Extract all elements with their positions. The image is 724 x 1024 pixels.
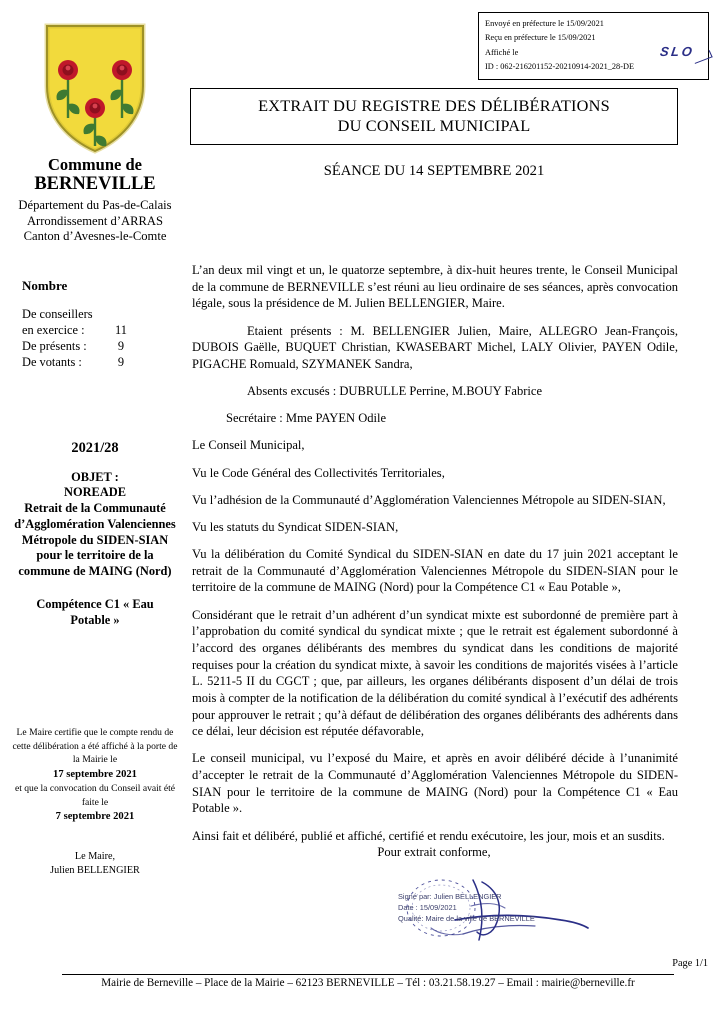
certification-posting-date: 17 septembre 2021 <box>53 769 137 781</box>
objet-title: NOREADE <box>64 485 126 500</box>
certification-block <box>0 726 190 824</box>
paragraph-present-members: Etaient présents : M. BELLENGIER Julien, Maire, ALLEGRO Jean-François, DUBOIS Gaëlle, BUQUET Christian, KWASEBART Michel, LALY Olivier, PAYEN Odile, PIGACHE Romuald, SZYMANEK Sandra, <box>192 323 678 371</box>
stamp-id-line: ID : 062-216201152-20210914-2021_28-DE <box>485 61 635 71</box>
deliberation-number: 2021/28 <box>71 439 119 456</box>
session-date: SÉANCE DU 14 SEPTEMBRE 2021 <box>323 163 545 179</box>
nombre-value <box>110 306 132 322</box>
paragraph-vu-deliberation: Vu la délibération du Comité Syndical du SIDEN-SIAN en date du 17 juin 2021 acceptant le retrait de la Communauté d’Agglomération Valenciennes Métropole du SIDEN-SIAN pour le territoire de la commune de MAING (Nord) pour la Compétence C1 « Eau Potable », <box>192 547 678 595</box>
nombre-value: 9 <box>117 355 125 370</box>
page-number: Page 1/1 <box>672 958 708 969</box>
objet-body: Retrait de la Communauté d’Agglomération Valenciennes Métropole du SIDEN-SIAN pour le territoire de la commune de MAING (Nord) <box>14 501 176 579</box>
nombre-row <box>22 354 190 370</box>
paragraph-vu-cgct: Vu le Code Général des Collectivités Territoriales, <box>192 465 445 480</box>
document-title-box <box>190 88 678 145</box>
coat-of-arms-icon <box>25 8 165 158</box>
mayor-title: Le Maire, <box>74 851 116 863</box>
certification-convocation-date: 7 septembre 2021 <box>55 811 135 823</box>
stamp-sent-line: Envoyé en préfecture le 15/09/2021 <box>485 19 604 28</box>
mayor-name: Julien BELLENGIER <box>50 865 140 877</box>
paragraph-vu-adhesion: Vu l’adhésion de la Communauté d’Agglomération Valenciennes Métropole au SIDEN-SIAN, <box>192 492 666 507</box>
signature-date: Date : 15/09/2021 <box>398 902 457 912</box>
certification-line-1: Le Maire certifie que le compte rendu de cette délibération a été affiché à la porte de la Mairie le <box>12 727 178 766</box>
paragraph-absent-members: Absents excusés : DUBRULLE Perrine, M.BOUY Fabrice <box>247 384 543 399</box>
prefecture-stamp <box>478 12 709 80</box>
stamp-received-line: Reçu en préfecture le 15/09/2021 <box>485 33 596 43</box>
paragraph-opening: L’an deux mil vingt et un, le quatorze septembre, à dix-huit heures trente, le Conseil Municipal de la commune de BERNEVILLE s’est réuni au lieu ordinaire de ses séances, après convocation légale, sous la présidence de M. Julien BELLENGIER, Maire. <box>192 263 678 311</box>
nombre-label: en exercice : <box>22 323 85 338</box>
nombre-label: De conseillers <box>22 307 93 322</box>
objet-label: OBJET : <box>71 469 119 484</box>
arrondissement-line: Arrondissement d’ARRAS <box>26 213 164 228</box>
stamp-posted-line <box>485 43 702 60</box>
certification-line-2: et que la convocation du Conseil avait été faite le <box>14 783 176 808</box>
paragraph-considerant: Considérant que le retrait d’un adhérent d’un syndicat mixte est subordonné de première part à l’approbation du comité syndical du syndicat mixte ; que le retrait est également subordonné à l’accord des organes délibérants des membres du syndicat dans les conditions de majorité requises pour la création du syndicat mixte, à savoir les conditions de majorités visées à l’article L. 5211-5 II du CGCT ; que, par ailleurs, les organes délibérants disposent d’un délai de trois mois à compter de la notification de la délibération du comité syndical à l’exécutif des adhérents pour approuver le retrait ; qu’à défaut de délibération des organes délibérants des adhérents dans ce délai, leur décision est réputée défavorable, <box>192 607 678 739</box>
nombre-row <box>22 322 190 338</box>
digital-signature-area <box>385 876 600 948</box>
nombre-row <box>22 306 190 322</box>
paragraph-vu-statuts: Vu les statuts du Syndicat SIDEN-SIAN, <box>192 519 399 534</box>
paragraph-council: Le Conseil Municipal, <box>192 438 305 453</box>
stamp-posted-label: Affiché le <box>485 47 519 57</box>
paragraph-closing: Ainsi fait et délibéré, publié et affiché, certifié et rendu exécutoire, les jour, mois et an susdits. <box>192 828 665 843</box>
deliberation-body <box>192 262 678 855</box>
commune-name-value: BERNEVILLE <box>34 174 156 195</box>
canton-line: Canton d’Avesnes-le-Comte <box>23 229 167 244</box>
document-title-line-2: DU CONSEIL MUNICIPAL <box>337 115 531 135</box>
document-title-line-1: EXTRAIT DU REGISTRE DES DÉLIBÉRATIONS <box>258 96 610 115</box>
pour-extrait-conforme: Pour extrait conforme, <box>377 845 491 859</box>
slo-logo-mark: SLO <box>658 41 695 63</box>
left-sidebar <box>0 8 190 879</box>
nombre-label: De votants : <box>22 355 82 370</box>
commune-label: Commune de <box>48 155 142 174</box>
nombre-value: 9 <box>117 339 125 354</box>
competence-label: Compétence C1 « Eau Potable » <box>36 596 154 627</box>
nombre-value: 11 <box>115 323 127 338</box>
paragraph-secretary: Secrétaire : Mme PAYEN Odile <box>226 411 387 426</box>
nombre-label: De présents : <box>22 339 87 354</box>
signature-signed-by: Signé par: Julien BELLENGIER <box>398 892 502 901</box>
nombre-block <box>0 278 190 371</box>
signature-quality: Qualité: Maire de la ville de BERNEVILLE <box>398 913 535 923</box>
administrative-lines <box>0 198 190 245</box>
footer-contact: Mairie de Berneville – Place de la Mairie – 62123 BERNEVILLE – Tél : 03.21.58.19.27 – Email : mairie@berneville.fr <box>101 977 635 989</box>
signature-metadata <box>398 892 535 924</box>
nombre-title: Nombre <box>22 278 68 294</box>
nombre-rows <box>22 306 190 371</box>
departement-line: Département du Pas-de-Calais <box>18 198 172 213</box>
footer-divider <box>62 974 674 975</box>
nombre-row <box>22 338 190 354</box>
mayor-signature-block <box>0 850 190 878</box>
paragraph-decision: Le conseil municipal, vu l’exposé du Maire, et après en avoir délibéré décide à l’unanimité d’accepter le retrait de la Communauté d’Agglomération Valenciennes Métropole du SIDEN-SIAN pour le territoire de la commune de MAING (Nord) pour la Compétence C1 « Eau Potable ». <box>192 751 678 816</box>
commune-heading <box>0 156 190 195</box>
objet-block <box>0 470 190 580</box>
